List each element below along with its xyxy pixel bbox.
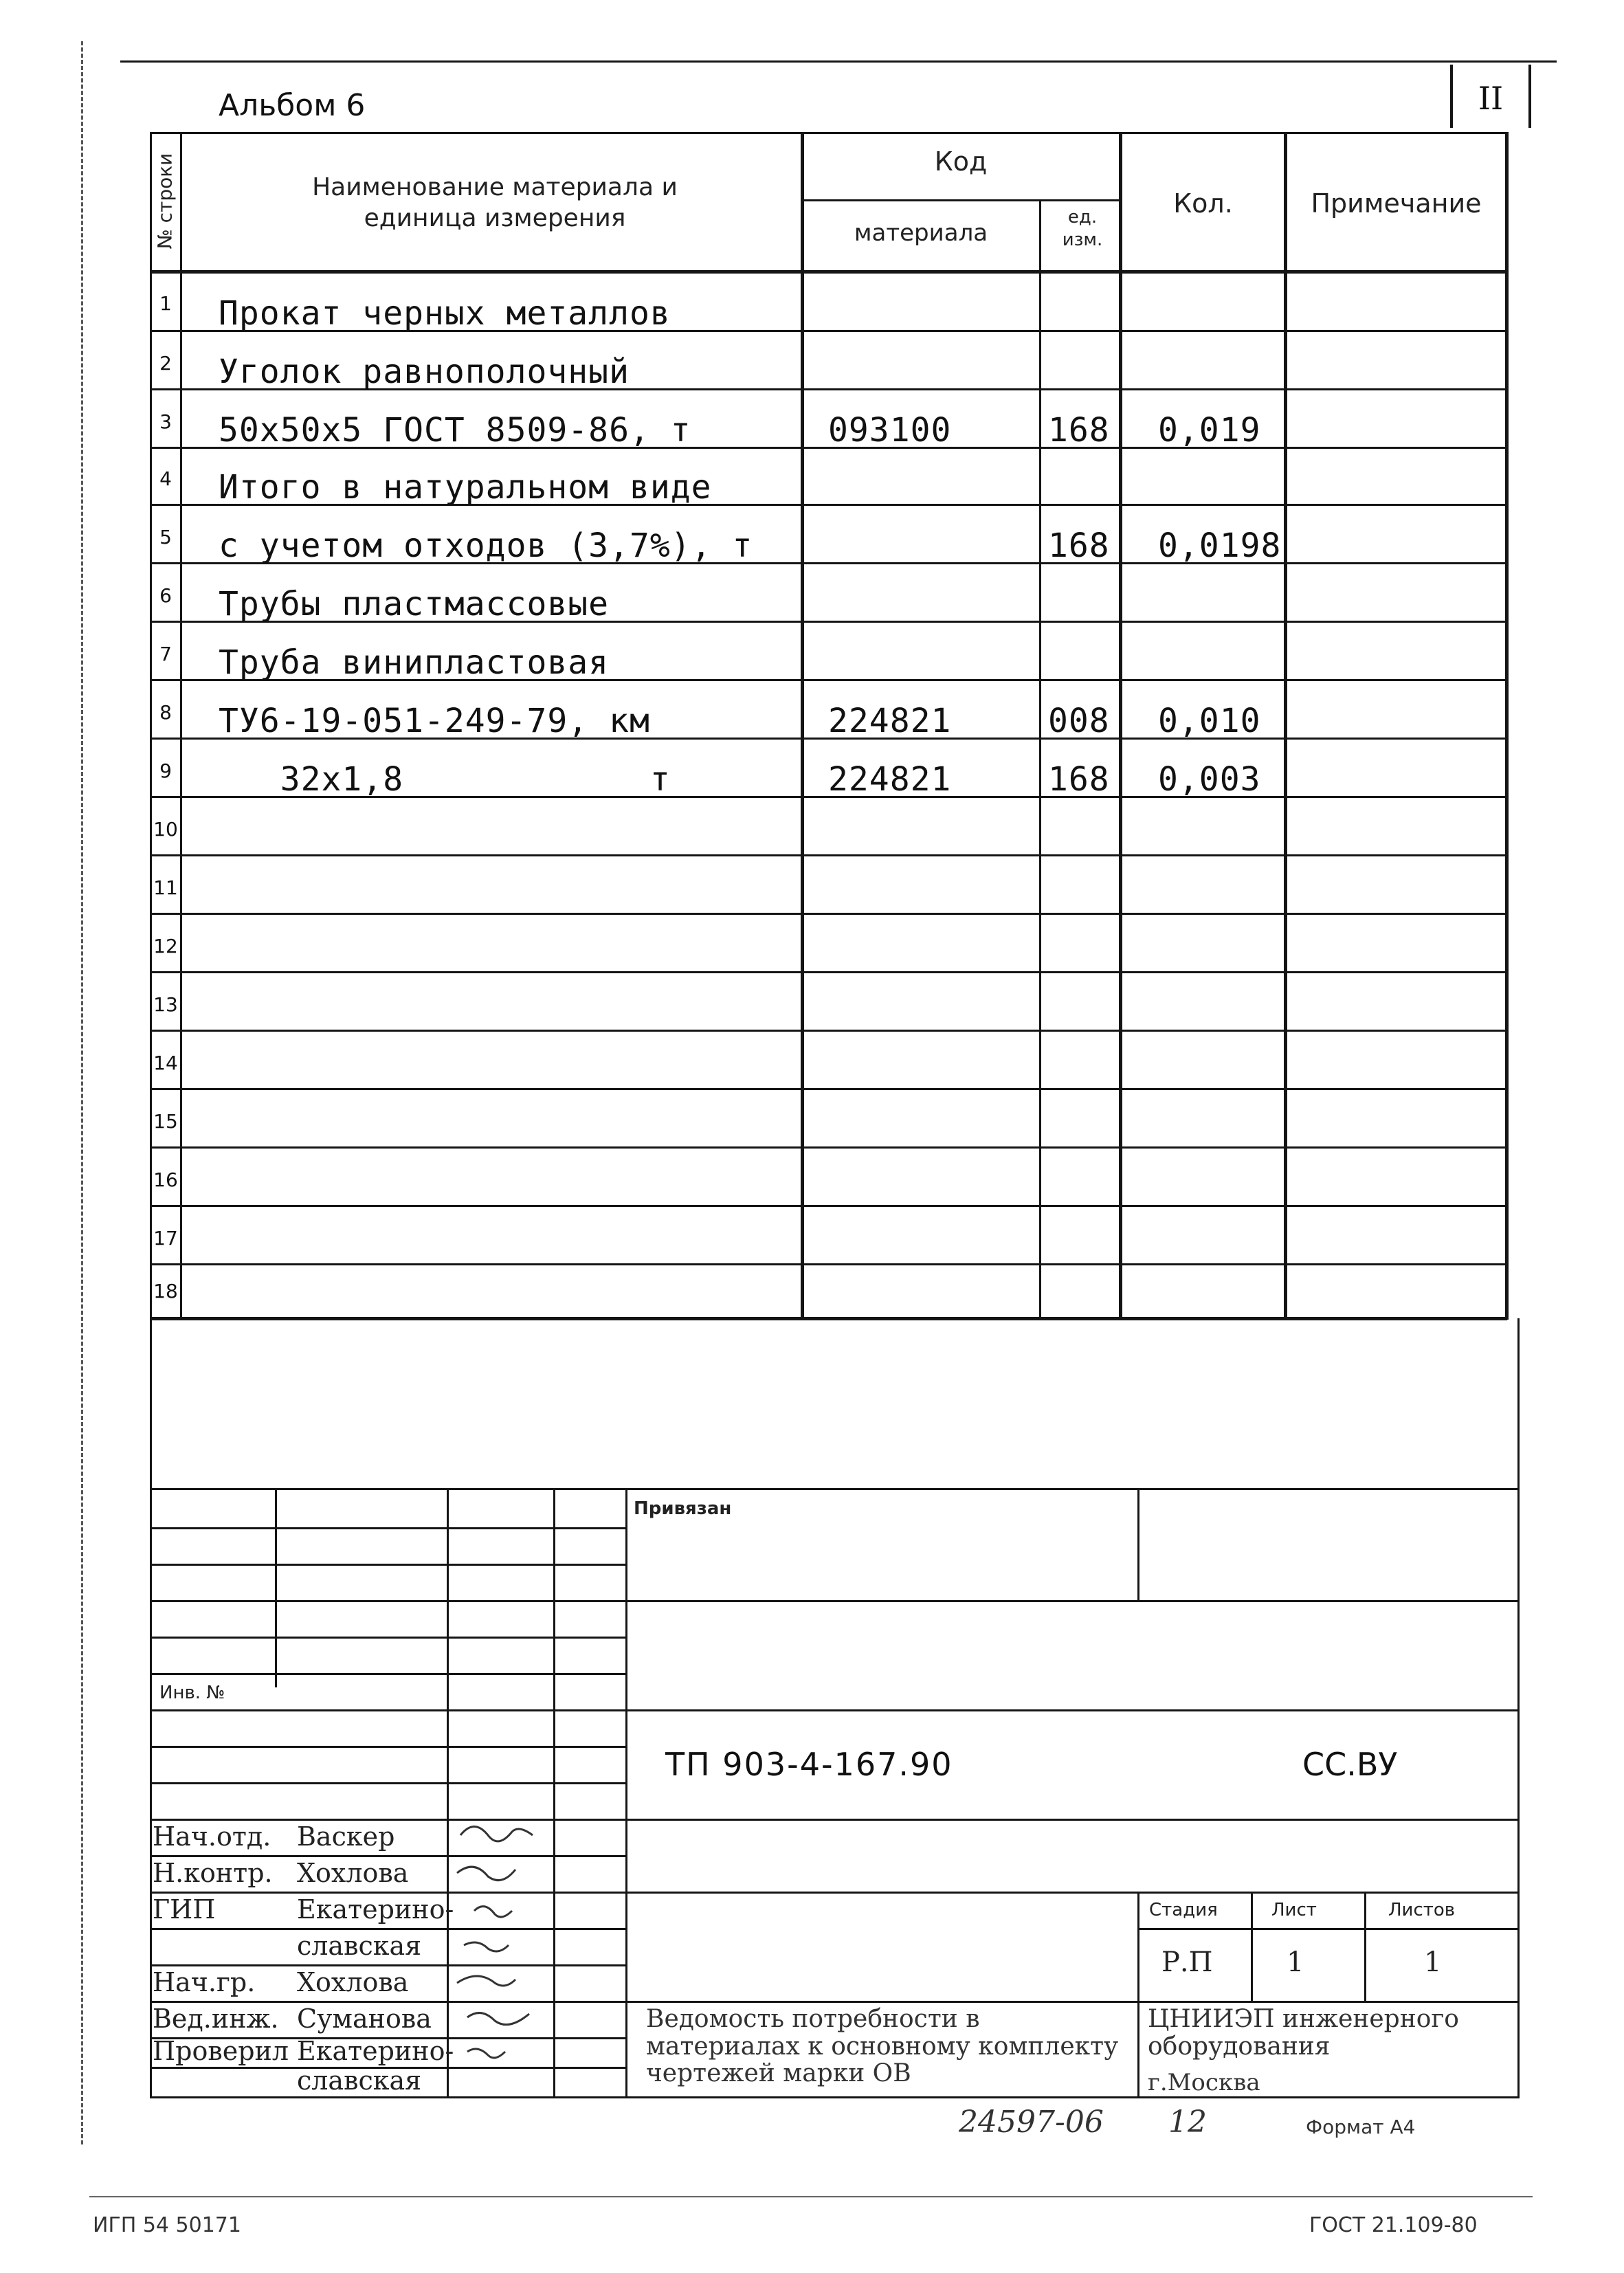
signature-scribbles [447, 1815, 557, 2089]
row-line [150, 1263, 1507, 1265]
signature-role: Нач.отд. [153, 1821, 271, 1852]
stamp-row [150, 1746, 625, 1748]
quantity: 0,003 [1158, 760, 1261, 799]
row-number: 12 [153, 935, 178, 957]
stamp-col [275, 1488, 277, 1687]
row-number: 4 [159, 467, 172, 490]
sheet-col [1251, 1892, 1253, 2001]
stamp-right-row [625, 1819, 1520, 1821]
material-name: 50x50x5 ГОСТ 8509-86, т [219, 411, 691, 450]
row-number: 18 [153, 1280, 178, 1302]
header-name: Наименование материала и единица измерения [312, 173, 678, 232]
stamp-right-row [625, 2001, 1520, 2003]
unit-code: 168 [1048, 411, 1110, 450]
sheets-col [1364, 1892, 1366, 2001]
unit-code: 008 [1048, 702, 1110, 740]
material-name: Трубы пластмассовые [219, 585, 610, 623]
page-bottom-line [89, 2196, 1533, 2197]
signature-name: Екатерино- [297, 2036, 454, 2066]
document-mark: СС.ВУ [1302, 1746, 1398, 1783]
format-label: Формат А4 [1306, 2116, 1416, 2138]
quantity: 0,0198 [1158, 526, 1282, 565]
row-number: 3 [159, 410, 172, 433]
material-code: 224821 [828, 760, 952, 799]
row-line [150, 1030, 1507, 1032]
stamp-row [150, 1637, 625, 1639]
material-code: 093100 [828, 411, 952, 450]
header-bottom-border [150, 270, 1507, 274]
table-left-border [150, 132, 152, 1320]
signature-role: Проверил [153, 2036, 289, 2066]
row-line [150, 1088, 1507, 1090]
row-number: 15 [153, 1110, 178, 1133]
privyazan-divider [1137, 1488, 1139, 1601]
handwritten-sheet: 12 [1168, 2105, 1207, 2140]
stamp-bottom [150, 2096, 1520, 2098]
header-qty: Кол. [1173, 188, 1233, 219]
stamp-row [150, 1527, 625, 1529]
row-number: 1 [159, 292, 172, 315]
signature-role: ГИП [153, 1894, 216, 1925]
header-row-no: № строки [153, 153, 177, 250]
material-name: с учетом отходов (3,7%), т [219, 526, 753, 565]
material-name: ТУ6-19-051-249-79, км [219, 702, 650, 740]
top-border [120, 60, 1557, 63]
quantity: 0,019 [1158, 411, 1261, 450]
document-description: Ведомость потребности в материалах к основному комплекту чертежей марки ОВ [646, 2005, 1119, 2088]
signature-name: Екатерино- [297, 1894, 454, 1925]
table-top-border [150, 132, 1507, 134]
stage-col [1137, 1892, 1139, 2096]
signature-name: славская [297, 2065, 422, 2096]
row-line [150, 1205, 1507, 1207]
stamp-right-row [625, 1892, 1520, 1894]
sheets-label: Листов [1388, 1900, 1456, 1920]
handwritten-number: 24597-06 [959, 2105, 1104, 2140]
signature-role: Н.контр. [153, 1858, 273, 1888]
row-line [150, 854, 1507, 856]
header-unit: ед. изм. [1062, 207, 1103, 250]
row-number: 6 [159, 584, 172, 607]
material-name: 32x1,8 т [219, 760, 671, 799]
row-number: 8 [159, 701, 172, 724]
stage-value: Р.П [1161, 1947, 1213, 1978]
city: г.Москва [1148, 2069, 1260, 2096]
row-number: 10 [153, 818, 178, 841]
organization-name: ЦНИИЭП инженерного оборудования [1148, 2005, 1459, 2061]
row-number: 17 [153, 1227, 178, 1250]
stage-label: Стадия [1149, 1900, 1218, 1920]
signature-name: Суманова [297, 2004, 432, 2034]
col-divider-qty [1284, 132, 1287, 1318]
row-number: 16 [153, 1168, 178, 1191]
stamp-top [150, 1488, 1520, 1490]
frame-right [1517, 1318, 1520, 2098]
header-code: Код [934, 146, 988, 177]
col-divider-name [801, 132, 804, 1318]
sheets-value: 1 [1424, 1947, 1442, 1978]
gost-label: ГОСТ 21.109-80 [1309, 2213, 1478, 2237]
row-number: 11 [153, 876, 178, 899]
signature-name: славская [297, 1931, 422, 1961]
header-material: материала [854, 219, 988, 247]
table-right-border [1505, 132, 1509, 1320]
stamp-row [150, 1782, 625, 1784]
material-code: 224821 [828, 702, 952, 740]
left-margin-line [81, 41, 83, 2144]
signature-name: Васкер [297, 1821, 395, 1852]
row-number: 7 [159, 643, 172, 665]
sheet-value: 1 [1287, 1947, 1304, 1978]
frame-left [150, 1318, 152, 2098]
privyazan-label: Привязан [634, 1498, 732, 1519]
signature-name: Хохлова [297, 1858, 409, 1888]
table-bottom-border [150, 1317, 1507, 1320]
col-divider-code [1039, 199, 1041, 1318]
material-name: Итого в натуральном виде [219, 468, 712, 507]
sheet-label: Лист [1271, 1900, 1317, 1920]
inv-no-label: Инв. № [159, 1683, 225, 1703]
stamp-right-row [625, 1709, 1520, 1711]
row-number: 14 [153, 1052, 178, 1074]
quantity: 0,010 [1158, 702, 1261, 740]
row-number: 5 [159, 526, 172, 548]
row-line [150, 1146, 1507, 1149]
header-note: Примечание [1311, 188, 1482, 219]
signature-role: Нач.гр. [153, 1967, 256, 1997]
material-name: Уголок равнополочный [219, 353, 630, 391]
row-line [150, 913, 1507, 915]
stamp-right-row [1137, 1928, 1520, 1930]
row-number: 2 [159, 352, 172, 375]
stamp-row [150, 1564, 625, 1566]
stamp-row [150, 1709, 625, 1711]
document-code: ТП 903-4-167.90 [665, 1746, 953, 1783]
unit-code: 168 [1048, 526, 1110, 565]
page-number-box [1450, 65, 1531, 128]
album-title: Альбом 6 [219, 88, 366, 123]
stamp-row [150, 1673, 625, 1675]
left-code: ИГП 54 50171 [93, 2213, 241, 2237]
row-number: 9 [159, 759, 172, 782]
material-name: Прокат черных металлов [219, 294, 671, 333]
material-name: Труба винипластовая [219, 643, 610, 682]
stamp-main-divider [625, 1488, 627, 2096]
row-line [150, 971, 1507, 973]
stamp-right-row [625, 1600, 1520, 1602]
stamp-row [150, 1600, 625, 1602]
row-number: 13 [153, 993, 178, 1016]
unit-code: 168 [1048, 760, 1110, 799]
signature-name: Хохлова [297, 1967, 409, 1997]
signature-role: Вед.инж. [153, 2004, 279, 2034]
col-divider-unit [1119, 132, 1122, 1318]
col-divider-rownum [180, 132, 182, 1318]
code-subheader-line [803, 199, 1120, 201]
page-number: II [1478, 80, 1504, 117]
